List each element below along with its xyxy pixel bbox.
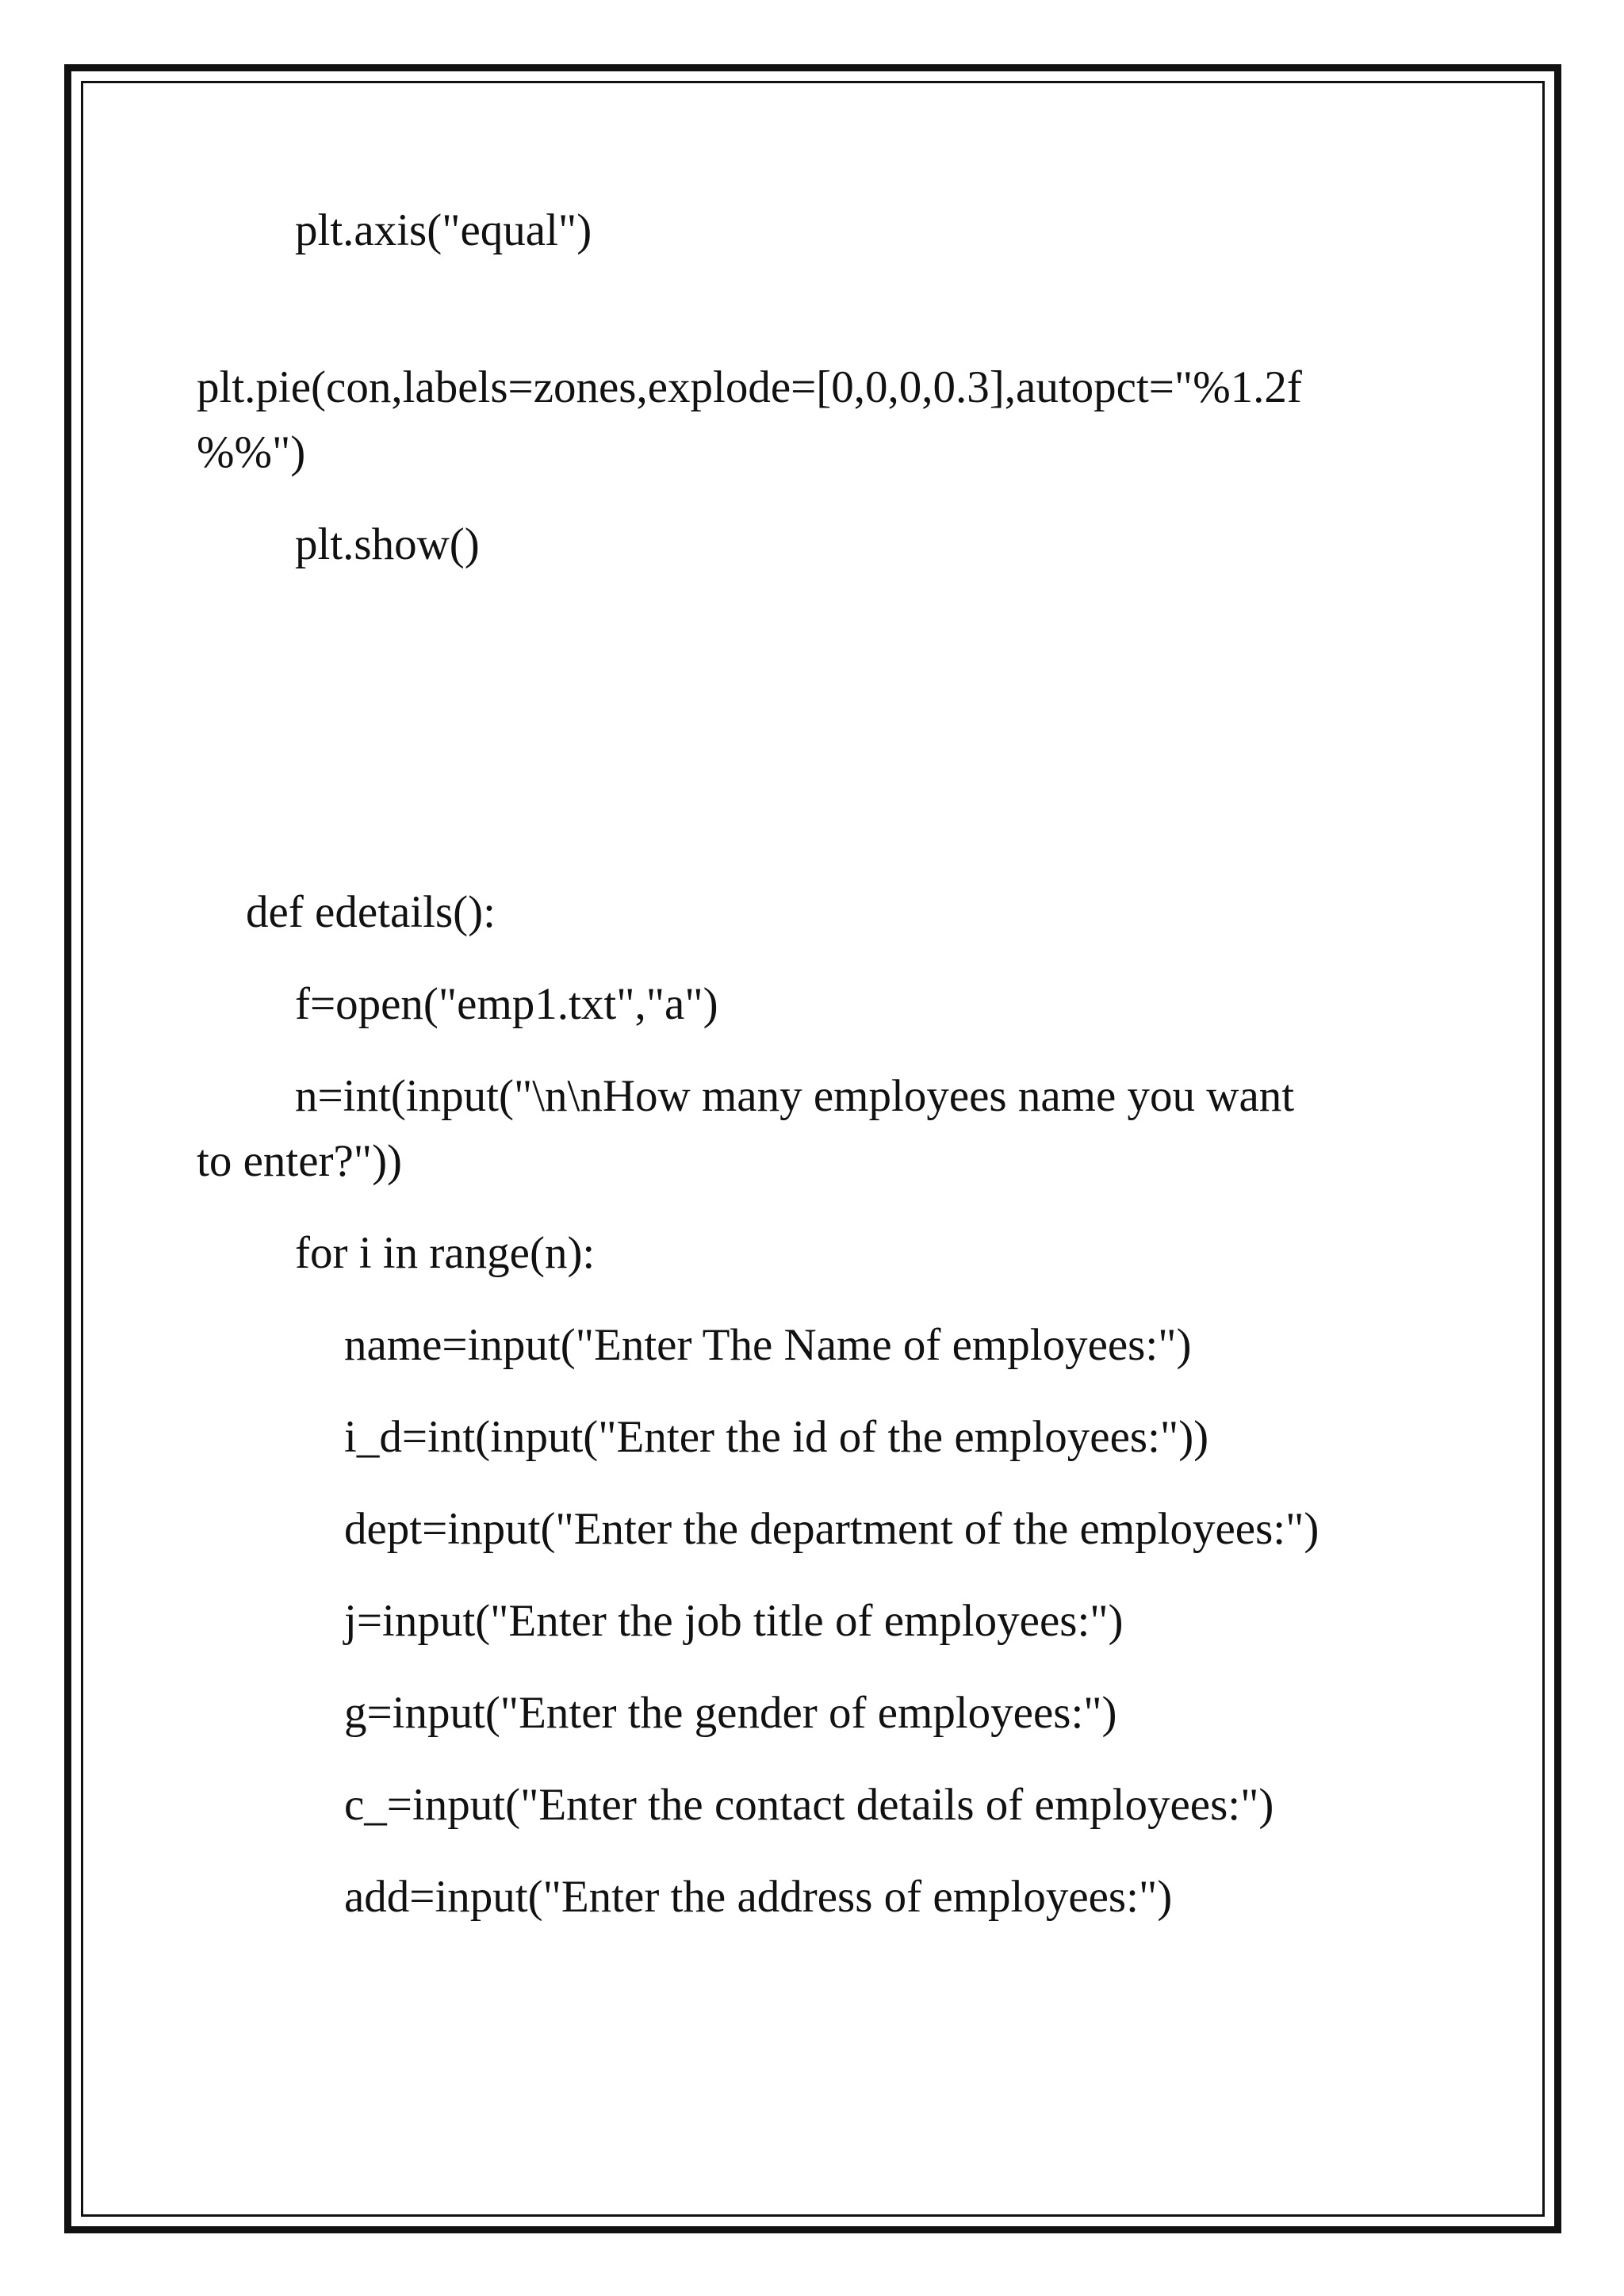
code-line-input-address: add=input("Enter the address of employees:"): [344, 1872, 1173, 1922]
code-line-input-job: j=input("Enter the job title of employees:"): [344, 1596, 1124, 1646]
code-line-plt-show: plt.show(): [295, 519, 480, 569]
code-line-def-edetails: def edetails():: [246, 887, 496, 937]
code-line-input-dept: dept=input("Enter the department of the employees:"): [344, 1504, 1320, 1554]
code-line-input-count-continued: to enter?")): [197, 1136, 403, 1186]
code-line-input-gender: g=input("Enter the gender of employees:"): [344, 1688, 1117, 1738]
code-line-input-id: i_d=int(input("Enter the id of the employees:")): [344, 1412, 1209, 1462]
code-line-for-loop: for i in range(n):: [295, 1228, 596, 1278]
code-line-input-contact: c_=input("Enter the contact details of employees:"): [344, 1780, 1274, 1830]
code-line-plt-axis: plt.axis("equal"): [295, 205, 592, 255]
code-line-input-count: n=int(input("\n\nHow many employees name you want: [295, 1071, 1295, 1121]
code-line-input-name: name=input("Enter The Name of employees:"): [344, 1320, 1192, 1370]
code-line-plt-pie-continued: %%"): [197, 427, 306, 477]
code-line-plt-pie: plt.pie(con,labels=zones,explode=[0,0,0,0.3],autopct="%1.2f: [197, 362, 1302, 412]
code-line-open-file: f=open("emp1.txt","a"): [295, 979, 718, 1029]
